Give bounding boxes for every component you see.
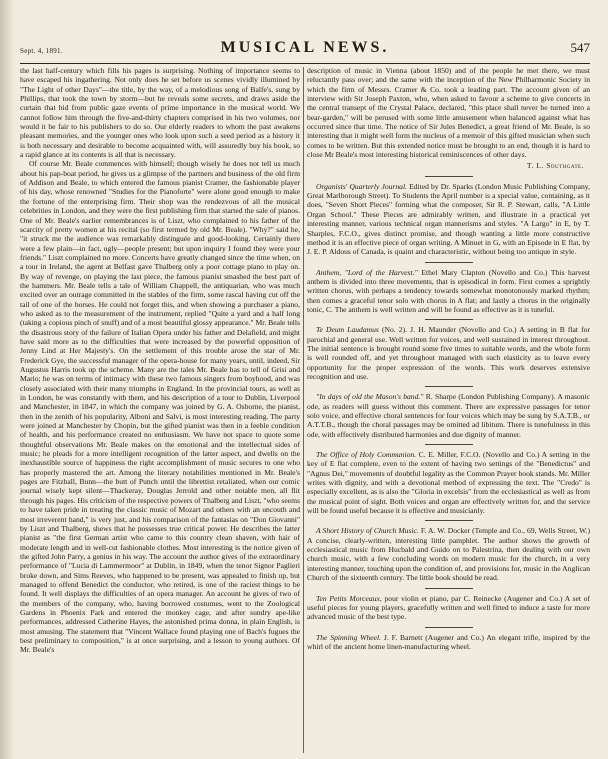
review-paragraph: description of music in Vienna (about 1850) and of the people he met there, we must reluctantly pass over; and the same with the inception of the New Philharmonic Society in which the firm of Messrs. Cramer & Co. took a leading part. The account given of an interview with Sir Joseph Paxton, who, when asked to favour a scheme to give concerts in the central transept of the Crystal Palace, declared, "this place shall never be turned into a bear-garden," will be perused with some little amusement when balanced against what has occurred since that time. The notice of Sir Jules Benedict, a great friend of Mr. Beale, is so interesting that it might well form the nucleus of a memoir of this gifted musician when such comes to be written. But this extended notice must be brought to an end, though it is hard to close Mr Beale's most interesting historical reminiscences of other days.	[307, 66, 590, 160]
entry-text: R. Sharpe (London Publishing Company). A masonic ode, as readers will guess without this comment. There are expressive passages for tenor solo voice, and effective choral sentences for four voices which may be sung by S.A.T.B., or A.T.T.B., though the choral passages may be omitted ad libitum. There is tunefulness in this ode, with effectively distributed harmonies and due dignity of manner.	[307, 392, 590, 439]
entry-title: Ten Petits Morceaux,	[316, 593, 382, 603]
entry-text: Edited by Dr. Sparks (London Music Publishing Company, Great Marlborough Street). To Students the April number is a special value, containing, as it does, "Seven Short Pieces" forming what the composer, Sir R. P. Stewart, calls, "A Little Organ School." These Pieces are admirably written, and illustrate in a practical yet interesting manner, various technical organ mannerisms and styles. "A Largo" in E, by T. Sharples, F.C.O., gives distinct promise, and though wanting a little more constructive method it is an effective piece of organ writing. A Minuet in G, with an Episode in E flat, by J. E. P. Aldous of Canada, is quaint and characteristic, without being too antique in style.	[307, 181, 590, 257]
entry-text: J. F. Barnett (Augener and Co.) An elegant trifle, inspired by the whirl of the ancient home linen-manufacturing wheel.	[307, 632, 591, 651]
left-column	[20, 66, 300, 655]
music-review-entry	[307, 325, 590, 381]
issue-date: Sept. 4, 1891.	[20, 47, 63, 55]
entry-text: Ethel Mary Clapton (Novello and Co.) This harvest anthem is divided into three movements, that is episodical in form. First comes a sprightly written chorus, with perhaps a tendency towards somewhat monotonously marked rhythm; then comes a graceful tenor solo with chorus in A flat; and lastly a chorus in the originally tonic, C. The anthem is well written and will be found as effective as it is tuneful.	[307, 267, 590, 314]
entry-title: "In days of old the Mason's band."	[316, 392, 424, 402]
header-rule	[20, 63, 590, 64]
page-number: 547	[570, 40, 590, 55]
entry-title: Te Deum Laudamus	[316, 325, 379, 335]
entry-title: A Short History of Church Music.	[316, 526, 419, 536]
entry-text: C. E. Miller, F.C.O. (Novello and Co.) A setting in the key of E flat complete, even to the extent of having two settings of the "Benedictus" and "Agnus Dei," movements of doubtful legality as the Common Prayer book stands. Mr. Miller writes with dignity, and with a devotional method of expressing the text. The "Credo" is especially excellent, as is also the "Gloria in excelsis" from the ecclesiastical as well as from the musical point of sight. Both voices and organ are effectively written for, and the service will be found useful because it is effective and musicianly.	[307, 450, 590, 516]
column-divider	[303, 67, 304, 753]
author-signature: T. L. Southgate.	[526, 161, 584, 171]
section-divider	[425, 588, 473, 589]
masthead-title: MUSICAL NEWS.	[220, 39, 390, 56]
review-paragraph: the last half-century which fills his pages is surprising. Nothing of importance seems to have escaped his ingathering. Not only does he set before us scenes vividly illumined by "The Light of other Days"—the title, by the way, of a melodious song of Balfe's, sung by Phillips, that took the town by storm—but he reveals some secrets, and draws aside the curtain that hid from public gaze events of prime importance in the musical world. We cannot follow him through the five-and-thirty chapters comprised in his two volumes, nor would it be fair to his publishers to do so. Our elderly readers to whom the past awakens pleasant memories, and the younger ones who look upon such a seed period as a history it is both necessary and desirable to become acquainted with, will assuredly buy his book, so a rapid glance at its contents is all that is necessary.	[20, 66, 300, 160]
entry-text: pour violin et piano, par C. Reinecke (Augener and Co.) A set of useful pieces for young players, gracefully written and well fitted to induce a taste for more advanced music of the best type.	[307, 593, 591, 622]
section-divider	[425, 627, 473, 628]
entry-text: F. A. W. Docker (Temple and Co., 69, Wells Street, W.) A concise, clearly-written, interesting little pamphlet. The author shows the growth of ecclesiastical music from Hucbald and Guido on to Palestrina, then dealing with our own church music, with a few concluding words on modern music for the church, in a very interesting manner, touching upon the condition of, and provisions for, music in the Anglican Church of the sixteenth century. The little book should be read.	[307, 526, 590, 583]
section-divider	[425, 262, 473, 263]
entry-text: (No. 2). J. H. Maunder (Novello and Co.) A setting in B flat for parochial and general use. Well written for voices, and well sustained in interest throughout. The initial sentence is brought round some five times to suitable words, and the whole form is well rounded off, and yet throughout managed with such elasticity as to leave every opportunity for the proper expression of the words. This work deserves extensive recognition and use.	[307, 325, 590, 381]
section-divider	[425, 176, 473, 177]
music-review-entry	[307, 633, 590, 652]
entry-title: The Spinning Wheel.	[316, 632, 382, 642]
section-divider	[425, 386, 473, 387]
section-divider	[425, 444, 473, 445]
music-review-entry	[307, 182, 590, 257]
entry-title: Organists' Quarterly Journal.	[316, 181, 407, 191]
entry-title: Anthem, "Lord of the Harvest."	[316, 267, 418, 277]
music-review-entry	[307, 268, 590, 315]
music-review-entry	[307, 594, 590, 622]
entry-title: The Office of Holy Communion.	[316, 450, 417, 460]
music-review-entry	[307, 526, 590, 582]
page-header	[20, 37, 590, 61]
music-review-entry	[307, 392, 590, 439]
section-divider	[425, 520, 473, 521]
review-paragraph: Of course Mr. Beale commences with himself; though wisely he does not tell us much about his pap-boat period, he gives us a glimpse of the partners and business of the old firm of Addison and Beale, to which entered the famous pianist Cramer, the fashionable player of his day, whose renowned "Studies for the Pianoforte" were alone good enough to make the fortune of the enterprising firm. Their shop was the rendezvous of all the musical celebrities in London, and they were the first publishing firm that started the sale of pianos. One of Mr. Beale's earlier remembrances is of Liszt, who complained to his father of the scarcity of pretty women at his recital (so first termed by old Mr. Beale). "Why?" said he, "it struck me the audience was remarkably distinguée and good-looking. Certainly there were a few plain—in fact, ugly—people present; but upon inquiry I found they were your friends." Liszt complained no more. Concerts have greatly changed since the time when, on a tour in Ireland, the agent at Belfast gave Thalberg only a poor cottage piano to play on. By way of revenge, on playing the last piece, the famous pianist smashed the best part of the hammers. Mr. Beale tells a tale of William Chappell, the antiquarian, who was much excited over an outrage committed in the stables of the firm, some rascal having cut off the tail of one of the horses. He could not forget this, and when showing a purchaser a piano, who asked as to the measurement of the instrument, replied "Quite a yard and a half long (taking a copious pinch of snuff) and of a most beautiful glossy appearance." Mr. Beale tells the disastrous story of the failure of Italian Opera under his father and Delafield, and might have said more as to the difficulties that were increased by the powerful opposition of Jenny Lind at Her Majesty's. On the settlement of this trouble arose the star of Mr. Frederick Gye, the successful manager of the opera-house for many years, until, indeed, Sir Augustus Harris took up the scheme. Many are the tales Mr. Beale has to tell of Grisi and Mario; he was on terms of intimacy with these two famous singers from boyhood, and was closely associated with their many triumphs in England. In the provincial tours, as well as in London, he was constantly with them, and his description of a tour to Dublin, Liverpool and Manchester, in 1847, in which the company was joined by G. A. Osborne, the pianist, then in the zenith of his popularity, Alboni and Salvi, is most interesting reading. The party were joined at Manchester by Chopin, but the gifted pianist was then in a feeble condition of health, and his performance created no enthusiasm. We have not space to quote some thoughtful observations Mr. Beale makes on the emotional and the intellectual sides of music; he pleads for a more intelligent recognition of the latter aspect, and dwells on the inexhaustible source of happiness the right accomplishment of music secures to one who has properly mastered the art. Among the literary notabilities mentioned in Mr. Beale's pages are Fitzball, Bunn—the butt of Punch until the librettist retaliated, when our comic journal wisely kept silent—Thackeray, Douglas Jerrold and other notable men, all flit through his pages. His criticism of the respective powers of Thalberg and Liszt, "who seems to have taken pride in treating the classic music of Mozart and others with an uncouth and most irreverent hand," is very just, and his comparison of the fantasias on "Don Giovanni" by Liszt and Thalberg, shews that he possesses true critical power. He describes the latter pianist as "the first German artist who came to this country clean shaven, with hair of moderate length and in well-cut fashionable clothes. Most interesting is the notice given of the gifted John Parry, a genius in his way. The account the author gives of the extraordinary performance of "Lucia di Lammermoor" at Dublin, in 1849, when the tenor Signor Paglieri broke down, and Sims Reeves, who happened to be present, was appealed to finish up, but managed to offend Benedict the conductor, who retired, is one of the raciest things to be found. It well displays the difficulties of an opera manager. An account he gives of two of the members of the company, who, having borrowed costumes, went to the Zoological Gardens in Phoenix Park and entered the monkey cage, and after sundry ape-like performances, addressed Catherine Hayes, the astonished prima donna, in plain English, is most amusing. The statement that "Vincent Wallace found playing one of Bach's fugues the best preliminary to composition," is at once surprising, and a lesson to young authors. Of Mr. Beale's	[20, 159, 300, 655]
section-divider	[425, 319, 473, 320]
music-review-entry	[307, 450, 590, 515]
binding-gutter	[0, 0, 14, 759]
right-column	[307, 66, 590, 653]
